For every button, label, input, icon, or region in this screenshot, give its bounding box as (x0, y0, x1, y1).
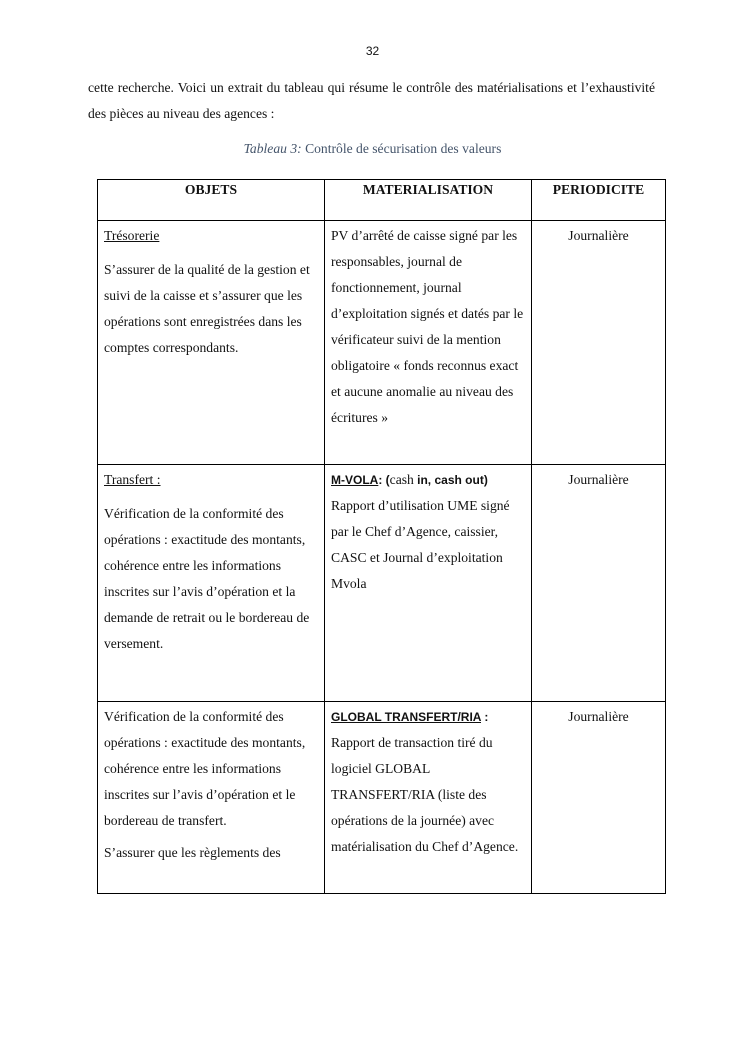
table-row (98, 702, 666, 894)
materialisation-cell (325, 221, 532, 465)
page-number: 32 (365, 44, 380, 58)
caption-label: Tableau 3: (243, 141, 302, 156)
materialisation-heading (331, 710, 488, 724)
heading-underlined: GLOBAL TRANSFERT/RIA (331, 710, 481, 724)
header-objets: OBJETS (98, 180, 325, 221)
objet-title: Transfert : (104, 472, 161, 487)
materialisation-text: Rapport de transaction tiré du logiciel GLOBAL TRANSFERT/RIA (liste des opérations de la journée) avec matérialisation du Chef d’Agence. (331, 735, 519, 854)
objet-text: S’assurer de la qualité de la gestion et suivi de la caisse et s’assurer que les opérations sont enregistrées dans les comptes correspondants. (104, 262, 310, 355)
header-materialisation: MATERIALISATION (325, 180, 532, 221)
materialisation-cell (325, 702, 532, 894)
intro-paragraph: cette recherche. Voici un extrait du tableau qui résume le contrôle des matérialisations et l’exhaustivité des pièces au niveau des agences : (88, 80, 655, 121)
table-header-row (98, 180, 666, 221)
materialisation-cell (325, 465, 532, 702)
heading-underlined: M-VOLA (331, 473, 379, 487)
objet-text-continued: S’assurer que les règlements des (104, 845, 281, 860)
objet-text: Vérification de la conformité des opérations : exactitude des montants, cohérence entre les informations inscrites sur l’avis d’opération et la demande de retrait ou le bordereau de versement. (104, 506, 310, 651)
periodicite-cell: Journalière (532, 702, 666, 894)
heading-colon: : ( (378, 473, 390, 487)
table-row (98, 221, 666, 465)
caption-title: Contrôle de sécurisation des valeurs (301, 141, 502, 156)
control-table (97, 179, 666, 894)
materialisation-text: PV d’arrêté de caisse signé par les responsables, journal de fonctionnement, journal d’exploitation signés et datés par le vérificateur suivi de la mention obligatoire « fonds reconnus exact et aucune anomalie au niveau des écritures » (331, 228, 524, 425)
heading-rest: in, cash out) (413, 473, 488, 487)
materialisation-heading (331, 473, 488, 487)
objet-cell (98, 702, 325, 894)
table-row (98, 465, 666, 702)
materialisation-text: Rapport d’utilisation UME signé par le Chef d’Agence, caissier, CASC et Journal d’exploitation Mvola (331, 498, 510, 591)
objet-cell (98, 221, 325, 465)
header-periodicite: PERIODICITE (532, 180, 666, 221)
heading-rest: : (481, 710, 489, 724)
periodicite-cell: Journalière (532, 221, 666, 465)
heading-cash: cash (389, 472, 414, 487)
periodicite-cell: Journalière (532, 465, 666, 702)
objet-text: Vérification de la conformité des opérations : exactitude des montants, cohérence entre les informations inscrites sur l’avis d’opération et le bordereau de transfert. (104, 709, 306, 828)
objet-cell (98, 465, 325, 702)
table-caption (0, 141, 745, 157)
objet-title: Trésorerie (104, 228, 160, 243)
